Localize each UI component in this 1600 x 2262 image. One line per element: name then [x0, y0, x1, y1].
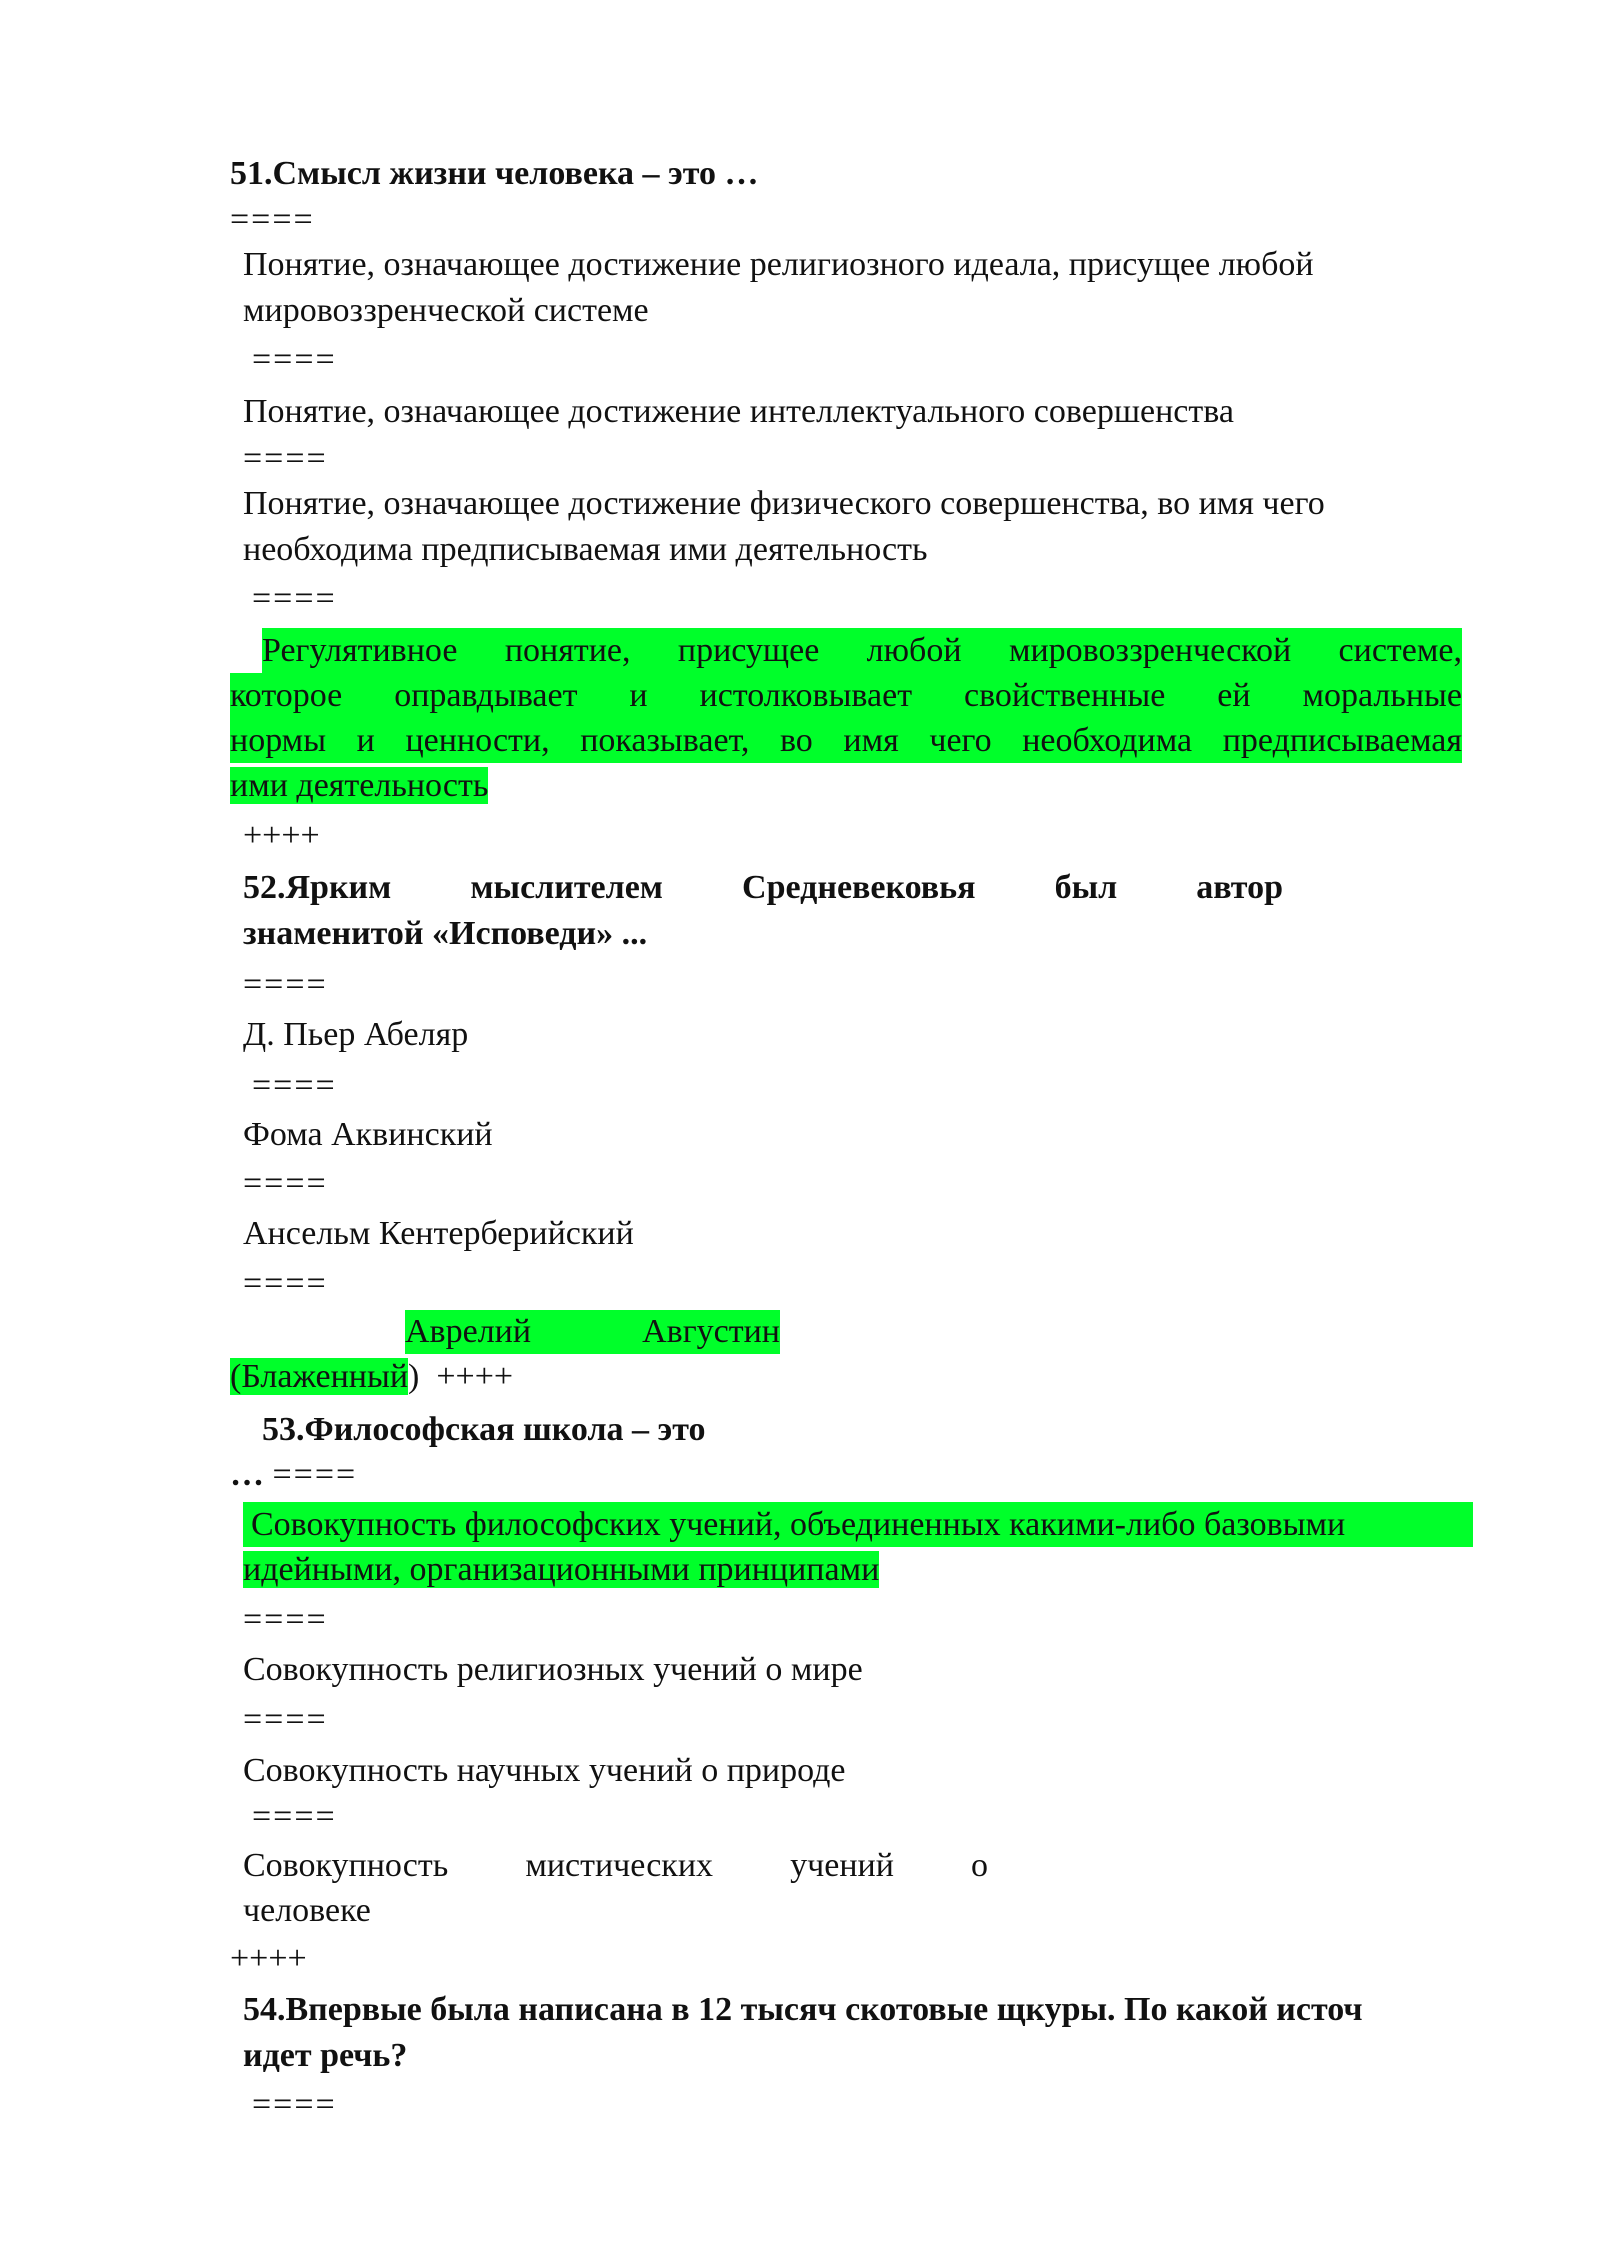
correct-answer-52-line2 [230, 1355, 513, 1399]
question-53-title-line2 [230, 1453, 357, 1497]
answer-51-1 [243, 243, 1463, 287]
highlighted-text: Совокупность философских учений, объединенных какими-либо базовыми [243, 1502, 1473, 1547]
highlighted-text: ими деятельность [230, 767, 489, 804]
highlighted-text: идейными, организационными принципами [243, 1551, 880, 1588]
separator: ==== [272, 1456, 358, 1493]
answer-52-3: Ансельм Кентерберийский [243, 1215, 634, 1252]
highlighted-text: (Блаженный [230, 1358, 409, 1395]
separator: ==== [252, 341, 337, 378]
correct-answer-51 [230, 628, 1462, 808]
correct-answer-52-line1 [405, 1310, 780, 1354]
question-word: Средневековья [742, 869, 976, 906]
correct-answer-53-line1 [243, 1502, 1473, 1547]
separator: ==== [252, 1798, 337, 1835]
highlighted-text [405, 1310, 780, 1354]
correct-answer-51-line1 [230, 628, 1462, 673]
separator: ==== [243, 440, 328, 477]
separator: ==== [243, 1601, 328, 1638]
end-marker: ++++ [243, 817, 320, 854]
highlighted-text: нормы и ценности, показывает, во имя чего необходима предписываемая [230, 718, 1462, 763]
answer-53-4-line2: человеке [243, 1892, 371, 1929]
question-53-title-line1: 53.Философская школа – это [262, 1411, 706, 1448]
question-54-title-line1: 54.Впервые была написана в 12 тысяч скотовые щкуры. По какой источ [243, 1991, 1363, 2028]
answer-51-1-line1 [243, 243, 1463, 287]
answer-text: Понятие, означающее достижение религиозного идеала, присущее любой [243, 246, 1314, 283]
separator: ==== [252, 2086, 337, 2123]
question-54-title-line2: идет речь? [243, 2037, 408, 2074]
answer-53-3: Совокупность научных учений о природе [243, 1752, 846, 1789]
answer-word: Аврелий [405, 1313, 532, 1350]
highlighted-text: Регулятивное понятие, присущее любой мировоззренческой системе, [262, 628, 1462, 673]
separator: ==== [252, 1067, 337, 1104]
separator: ==== [243, 1165, 328, 1202]
answer-word: Совокупность [243, 1847, 449, 1884]
question-52-title-line2: знаменитой «Исповеди» ... [243, 915, 648, 952]
question-word: был [1054, 869, 1118, 906]
separator: ==== [230, 201, 315, 238]
highlighted-text: которое оправдывает и истолковывает свойственные ей моральные [230, 673, 1462, 718]
ellipsis: … [230, 1456, 264, 1493]
end-marker: ++++ [230, 1940, 307, 1977]
answer-51-3-line2: необходима предписываемая ими деятельность [243, 531, 928, 568]
end-marker: ++++ [436, 1358, 514, 1395]
correct-answer-51-line2 [230, 673, 1462, 718]
answer-word: Августин [642, 1313, 780, 1350]
answer-52-1: Д. Пьер Абеляр [243, 1016, 469, 1053]
correct-answer-51-line3 [230, 718, 1462, 763]
separator: ==== [243, 966, 328, 1003]
answer-52-2: Фома Аквинский [243, 1116, 493, 1153]
answer-51-2: Понятие, означающее достижение интеллектуального совершенства [243, 393, 1234, 430]
question-word: 52.Ярким [243, 869, 392, 906]
correct-answer-53-line2 [243, 1547, 1473, 1592]
question-52-title-line1 [243, 866, 1283, 910]
question-51-title: 51.Смысл жизни человека – это … [230, 155, 759, 192]
answer-51-1-line2: мировоззренческой системе [243, 292, 649, 329]
question-word: мыслителем [470, 869, 663, 906]
closing-paren: ) [408, 1358, 420, 1395]
answer-51-3-line1: Понятие, означающее достижение физического совершенства, во имя чего [243, 485, 1325, 522]
separator: ==== [243, 1265, 328, 1302]
correct-answer-53 [243, 1502, 1473, 1592]
answer-53-4-line1 [243, 1844, 988, 1888]
correct-answer-51-line4 [230, 763, 1462, 808]
answer-word: мистических [525, 1847, 714, 1884]
separator: ==== [243, 1701, 328, 1738]
question-word: автор [1196, 869, 1283, 906]
answer-word: учений [790, 1847, 894, 1884]
separator: ==== [252, 580, 337, 617]
answer-53-2: Совокупность религиозных учений о мире [243, 1651, 863, 1688]
answer-word: о [971, 1847, 988, 1884]
